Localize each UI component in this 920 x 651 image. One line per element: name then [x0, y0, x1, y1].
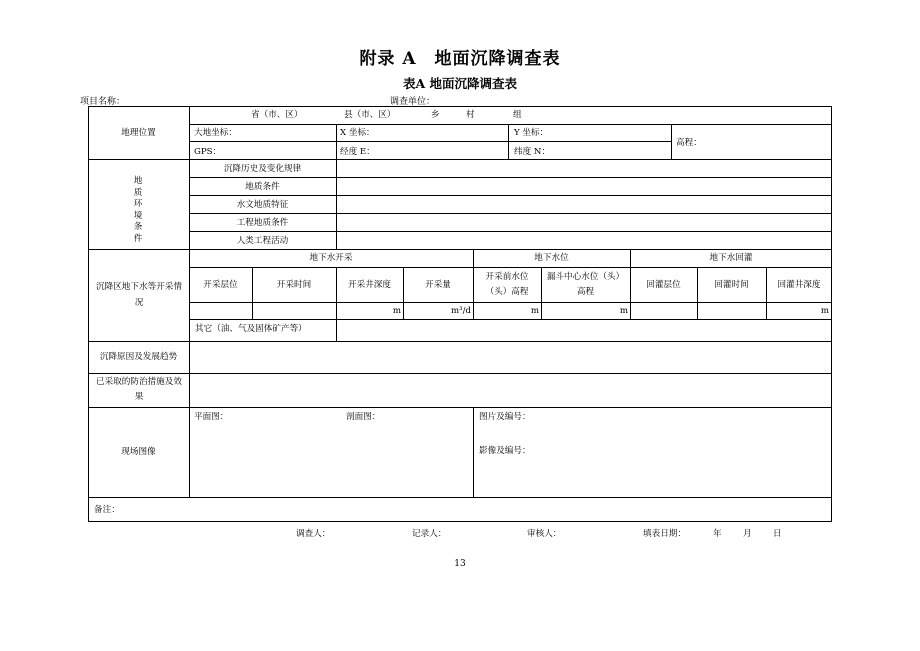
measures-label: 已采取的防治措施及效果 — [96, 377, 182, 402]
column-header: 开采量 — [425, 280, 451, 290]
column-header: 回灌层位 — [646, 280, 681, 290]
location-label: 地理位置 — [121, 128, 156, 138]
group-label: 组 — [513, 110, 522, 120]
column-header: 回灌井深度 — [777, 280, 821, 290]
geo-env-item: 沉降历史及变化规律 — [223, 164, 302, 174]
day-label: 日 — [773, 529, 782, 539]
investigator-label: 调查人： — [296, 529, 331, 539]
section-label: 剖面图： — [346, 412, 381, 422]
latitude-label: 纬度 N： — [514, 147, 551, 157]
geo-env-label: 地质环境条件 — [133, 176, 143, 244]
video-label: 影像及编号： — [479, 446, 531, 456]
unit-label: m — [392, 306, 401, 316]
column-header: 开采层位 — [203, 280, 238, 290]
column-header: 开采井深度 — [348, 280, 391, 290]
geo-env-item: 工程地质条件 — [236, 218, 289, 228]
project-name-label: 项目名称： — [80, 97, 126, 107]
elevation-label: 高程： — [676, 138, 702, 148]
photo-label: 图片及编号： — [479, 412, 531, 422]
fill-date-label: 填表日期： — [643, 529, 686, 539]
survey-form — [88, 106, 832, 522]
level-group-header: 地下水位 — [534, 253, 569, 263]
recorder-label: 记录人： — [412, 529, 447, 539]
geo-env-item: 地质条件 — [245, 182, 280, 192]
causes-label: 沉降原因及发展趋势 — [99, 352, 178, 362]
groundwater-label: 沉降区地下水等开采情况 — [96, 282, 182, 308]
unit-label: m — [530, 306, 539, 316]
village-label: 村 — [466, 110, 475, 120]
unit-label: m — [619, 306, 628, 316]
table-title: 表A 地面沉降调查表 — [402, 76, 518, 91]
site-images-label: 现场图像 — [121, 447, 156, 457]
remarks-label: 备注： — [94, 505, 120, 515]
reviewer-label: 审核人： — [527, 529, 562, 539]
extraction-group-header: 地下水开采 — [309, 253, 353, 263]
month-label: 月 — [743, 529, 752, 539]
township-label: 乡 — [431, 110, 440, 120]
unit-label: m — [820, 306, 829, 316]
province-label: 省（市、区） — [251, 110, 303, 120]
longitude-label: 经度 E： — [340, 147, 375, 157]
geodetic-label: 大地坐标： — [194, 128, 237, 138]
column-header: 漏斗中心水位（头）高程 — [546, 272, 625, 297]
column-header: 回灌时间 — [714, 280, 749, 290]
column-header: 开采前水位（头）高程 — [485, 272, 529, 297]
plan-label: 平面图： — [194, 412, 229, 422]
survey-unit-label: 调查单位： — [390, 97, 436, 107]
county-label: 县（市、区） — [344, 110, 396, 120]
y-coord-label: Y 坐标： — [514, 128, 549, 138]
geo-env-item: 水文地质特征 — [236, 200, 289, 210]
year-label: 年 — [713, 529, 722, 539]
x-coord-label: X 坐标： — [340, 128, 375, 138]
other-minerals-label: 其它（油、气及固体矿产等） — [195, 324, 307, 334]
page-number: 13 — [454, 559, 466, 569]
page-title: 附录 A 地面沉降调查表 — [359, 49, 561, 69]
gps-label: GPS： — [194, 147, 222, 157]
recharge-group-header: 地下水回灌 — [709, 253, 753, 263]
geo-env-item: 人类工程活动 — [236, 236, 289, 246]
unit-label: m³/d — [451, 306, 471, 316]
column-header: 开采时间 — [276, 280, 312, 290]
